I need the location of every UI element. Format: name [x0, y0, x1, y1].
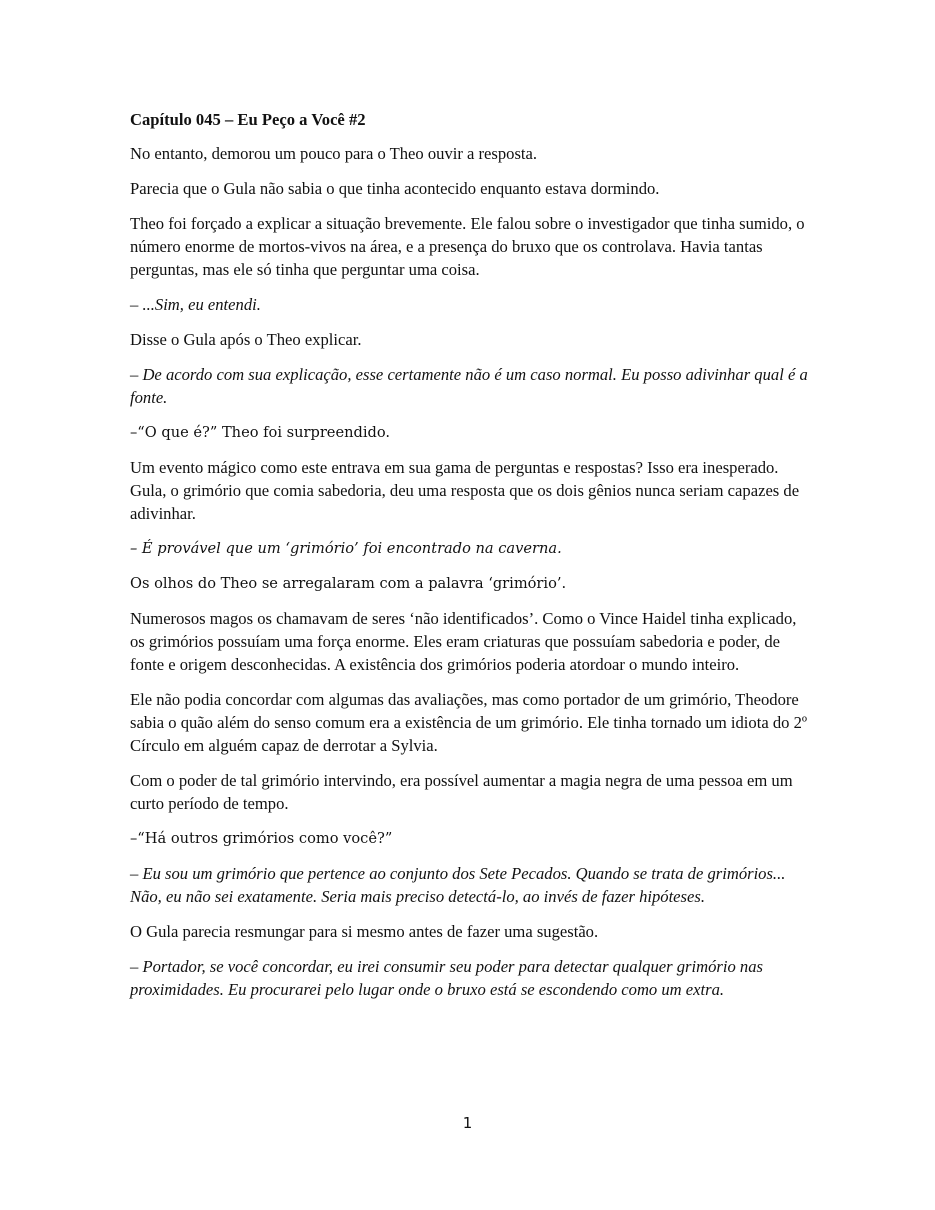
- paragraph: Numerosos magos os chamavam de seres ‘não identificados’. Como o Vince Haidel tinha explicado, os grimórios possuíam uma força enorme. Eles eram criaturas que possuíam sabedoria e poder, de fonte e origem desconhecidas. A existência dos grimórios poderia atordoar o mundo inteiro.: [130, 609, 797, 674]
- chapter-title: Capítulo 045 – Eu Peço a Você #2: [130, 110, 366, 129]
- paragraph: Com o poder de tal grimório intervindo, era possível aumentar a magia negra de uma pessoa em um curto período de tempo.: [130, 771, 793, 813]
- page-number: 1: [462, 1114, 473, 1132]
- paragraph: Disse o Gula após o Theo explicar.: [130, 330, 362, 349]
- paragraph: Um evento mágico como este entrava em sua gama de perguntas e respostas? Isso era inesperado. Gula, o grimório que comia sabedoria, deu uma resposta que os dois gênios nunca seriam capazes de adivinhar.: [130, 458, 800, 523]
- dialogue-grimoire: – ...Sim, eu entendi.: [130, 295, 261, 314]
- paragraph: Os olhos do Theo se arregalaram com a palavra ‘grimório’.: [130, 575, 567, 592]
- dialogue-grimoire: – De acordo com sua explicação, esse certamente não é um caso normal. Eu posso adivinhar qual é a fonte.: [130, 365, 808, 407]
- dialogue-theo: –“O que é?” Theo foi surpreendido.: [130, 424, 391, 441]
- dialogue-theo: –“Há outros grimórios como você?”: [130, 830, 393, 847]
- paragraph: Ele não podia concordar com algumas das avaliações, mas como portador de um grimório, Theodore sabia o quão além do senso comum era a existência de um grimório. Ele tinha tornado um idiota do 2º Círculo em alguém capaz de derrotar a Sylvia.: [130, 690, 808, 755]
- dialogue-grimoire: – Eu sou um grimório que pertence ao conjunto dos Sete Pecados. Quando se trata de grimórios... Não, eu não sei exatamente. Seria mais preciso detectá-lo, ao invés de fazer hipóteses.: [130, 864, 786, 906]
- dialogue-grimoire: – É provável que um ‘grimório’ foi encontrado na caverna.: [130, 540, 562, 557]
- paragraph: Parecia que o Gula não sabia o que tinha acontecido enquanto estava dormindo.: [130, 179, 660, 198]
- paragraph: O Gula parecia resmungar para si mesmo antes de fazer uma sugestão.: [130, 922, 599, 941]
- paragraph: No entanto, demorou um pouco para o Theo ouvir a resposta.: [130, 144, 538, 163]
- dialogue-grimoire: – Portador, se você concordar, eu irei consumir seu poder para detectar qualquer grimório nas proximidades. Eu procurarei pelo lugar onde o bruxo está se escondendo como um extra.: [130, 957, 763, 999]
- document-body: [130, 108, 810, 1013]
- paragraph: Theo foi forçado a explicar a situação brevemente. Ele falou sobre o investigador que tinha sumido, o número enorme de mortos-vivos na área, e a presença do bruxo que os controlava. Havia tantas perguntas, mas ele só tinha que perguntar uma coisa.: [130, 214, 805, 279]
